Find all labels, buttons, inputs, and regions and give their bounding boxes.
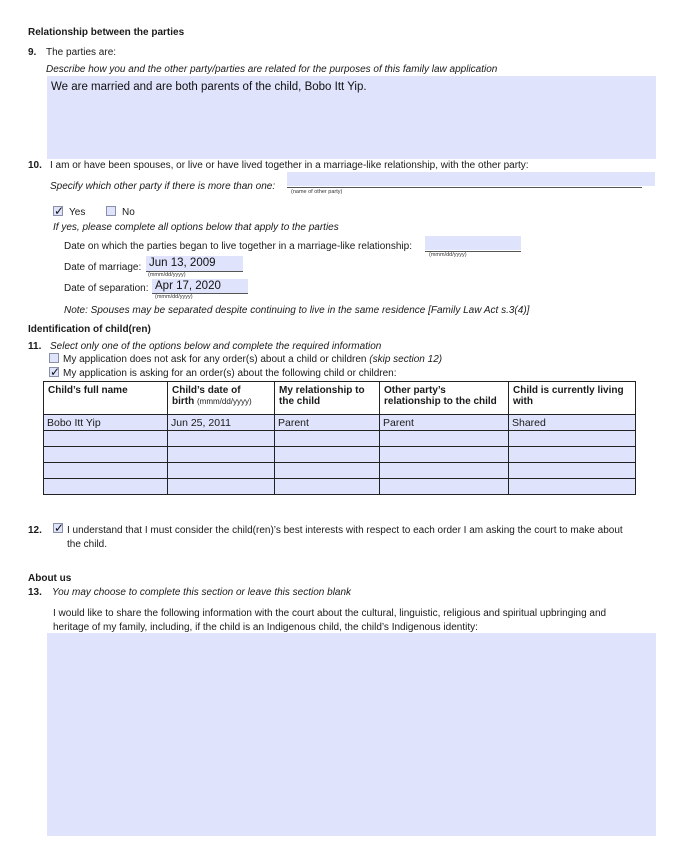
marriage-date-field[interactable] bbox=[146, 256, 243, 271]
children-table-header bbox=[44, 382, 636, 415]
no-child-order-label bbox=[63, 354, 442, 365]
separation-date-field[interactable] bbox=[152, 279, 248, 294]
child-order-check-mark: ✓ bbox=[50, 365, 61, 379]
q12-number: 12. bbox=[28, 525, 42, 536]
my-relationship-cell[interactable] bbox=[275, 447, 380, 463]
family-upbringing-field[interactable] bbox=[47, 633, 656, 836]
children-table bbox=[43, 381, 636, 495]
q10-label: I am or have been spouses, or live or have lived together in a marriage-like relationship, with the other party: bbox=[50, 160, 529, 171]
header-child-birth-date: Child’s date of birth (mmm/dd/yyyy) bbox=[168, 382, 275, 415]
other-party-hint: (name of other party) bbox=[291, 189, 343, 195]
child-order-checkbox[interactable] bbox=[49, 367, 59, 377]
q11-instruction: Select only one of the options below and complete the required information bbox=[50, 341, 382, 352]
separation-date-label: Date of separation: bbox=[64, 283, 149, 294]
table-row bbox=[44, 447, 636, 463]
table-row bbox=[44, 431, 636, 447]
best-interests-checkbox[interactable] bbox=[53, 523, 63, 533]
skip-section-note: (skip section 12) bbox=[369, 354, 443, 365]
child-birth-date-cell[interactable] bbox=[168, 447, 275, 463]
separation-date-value: Apr 17, 2020 bbox=[155, 280, 221, 292]
specify-party-label: Specify which other party if there is more than one: bbox=[50, 181, 276, 192]
living-with-cell[interactable] bbox=[509, 463, 636, 479]
child-name-cell[interactable]: Bobo Itt Yip bbox=[44, 415, 168, 431]
section-heading-about: About us bbox=[28, 573, 72, 584]
no-child-order-checkbox[interactable] bbox=[49, 353, 59, 363]
if-yes-instruction: If yes, please complete all options below that apply to the parties bbox=[53, 222, 339, 233]
q9-label: The parties are: bbox=[46, 47, 117, 58]
my-relationship-cell[interactable] bbox=[275, 463, 380, 479]
table-row bbox=[44, 463, 636, 479]
living-with-cell[interactable] bbox=[509, 479, 636, 495]
child-order-label: My application is asking for an order(s) about the following child or children: bbox=[63, 368, 397, 379]
best-interests-line1: I understand that I must consider the child(ren)’s best interests with respect to each order I am asking the court to make about bbox=[67, 525, 623, 536]
table-row bbox=[44, 479, 636, 495]
other-party-relationship-cell[interactable] bbox=[380, 447, 509, 463]
section-heading-relationship: Relationship between the parties bbox=[28, 27, 185, 38]
my-relationship-cell[interactable]: Parent bbox=[275, 415, 380, 431]
child-birth-date-cell[interactable] bbox=[168, 431, 275, 447]
child-name-cell[interactable] bbox=[44, 447, 168, 463]
about-us-line1: I would like to share the following information with the court about the cultural, linguistic, religious and spiritual upbringing and bbox=[53, 608, 607, 619]
other-party-relationship-cell[interactable] bbox=[380, 479, 509, 495]
q10-number: 10. bbox=[28, 160, 42, 171]
about-us-line2: heritage of my family, including, if the child is an Indigenous child, the child’s Indigenous identity: bbox=[53, 622, 478, 633]
other-party-relationship-cell[interactable] bbox=[380, 431, 509, 447]
q9-instruction: Describe how you and the other party/parties are related for the purposes of this family law application bbox=[46, 64, 498, 75]
header-living-with: Child is currently living with bbox=[509, 382, 636, 415]
no-label: No bbox=[122, 207, 135, 218]
header-other-party-relationship: Other party’s relationship to the child bbox=[380, 382, 509, 415]
section-heading-children: Identification of child(ren) bbox=[28, 324, 151, 335]
child-birth-date-cell[interactable]: Jun 25, 2011 bbox=[168, 415, 275, 431]
began-together-label: Date on which the parties began to live together in a marriage-like relationship: bbox=[64, 241, 412, 252]
table-row bbox=[44, 415, 636, 431]
child-birth-date-cell[interactable] bbox=[168, 463, 275, 479]
no-child-order-text: My application does not ask for any order(s) about a child or children bbox=[63, 354, 367, 365]
yes-label: Yes bbox=[69, 207, 86, 218]
living-with-cell[interactable]: Shared bbox=[509, 415, 636, 431]
separation-note: Note: Spouses may be separated despite continuing to live in the same residence [Family Law Act s.3(4)] bbox=[64, 305, 530, 316]
began-together-hint: (mmm/dd/yyyy) bbox=[429, 252, 467, 258]
living-with-cell[interactable] bbox=[509, 447, 636, 463]
header-child-name: Child’s full name bbox=[44, 382, 168, 415]
child-name-cell[interactable] bbox=[44, 431, 168, 447]
relationship-description-value: We are married and are both parents of the child, Bobo Itt Yip. bbox=[51, 81, 367, 93]
relationship-description-field[interactable] bbox=[47, 76, 656, 159]
marriage-date-hint: (mmm/dd/yyyy) bbox=[148, 272, 186, 278]
other-party-relationship-cell[interactable] bbox=[380, 463, 509, 479]
q11-number: 11. bbox=[28, 341, 42, 352]
child-name-cell[interactable] bbox=[44, 479, 168, 495]
child-birth-date-cell[interactable] bbox=[168, 479, 275, 495]
yes-checkbox[interactable] bbox=[53, 206, 63, 216]
yes-check-mark: ✓ bbox=[54, 204, 65, 218]
q9-number: 9. bbox=[28, 47, 37, 58]
q13-number: 13. bbox=[28, 587, 42, 598]
q13-instruction: You may choose to complete this section or leave this section blank bbox=[52, 587, 352, 598]
my-relationship-cell[interactable] bbox=[275, 431, 380, 447]
marriage-date-label: Date of marriage: bbox=[64, 262, 142, 273]
marriage-date-value: Jun 13, 2009 bbox=[149, 257, 216, 269]
my-relationship-cell[interactable] bbox=[275, 479, 380, 495]
best-interests-line2: the child. bbox=[67, 539, 108, 550]
no-checkbox[interactable] bbox=[106, 206, 116, 216]
best-interests-check-mark: ✓ bbox=[54, 521, 65, 535]
began-together-date-field[interactable] bbox=[425, 236, 521, 250]
header-my-relationship: My relationship to the child bbox=[275, 382, 380, 415]
other-party-relationship-cell[interactable]: Parent bbox=[380, 415, 509, 431]
separation-date-hint: (mmm/dd/yyyy) bbox=[155, 294, 193, 300]
other-party-name-field[interactable] bbox=[287, 172, 655, 186]
child-name-cell[interactable] bbox=[44, 463, 168, 479]
other-party-underline bbox=[287, 187, 642, 188]
living-with-cell[interactable] bbox=[509, 431, 636, 447]
